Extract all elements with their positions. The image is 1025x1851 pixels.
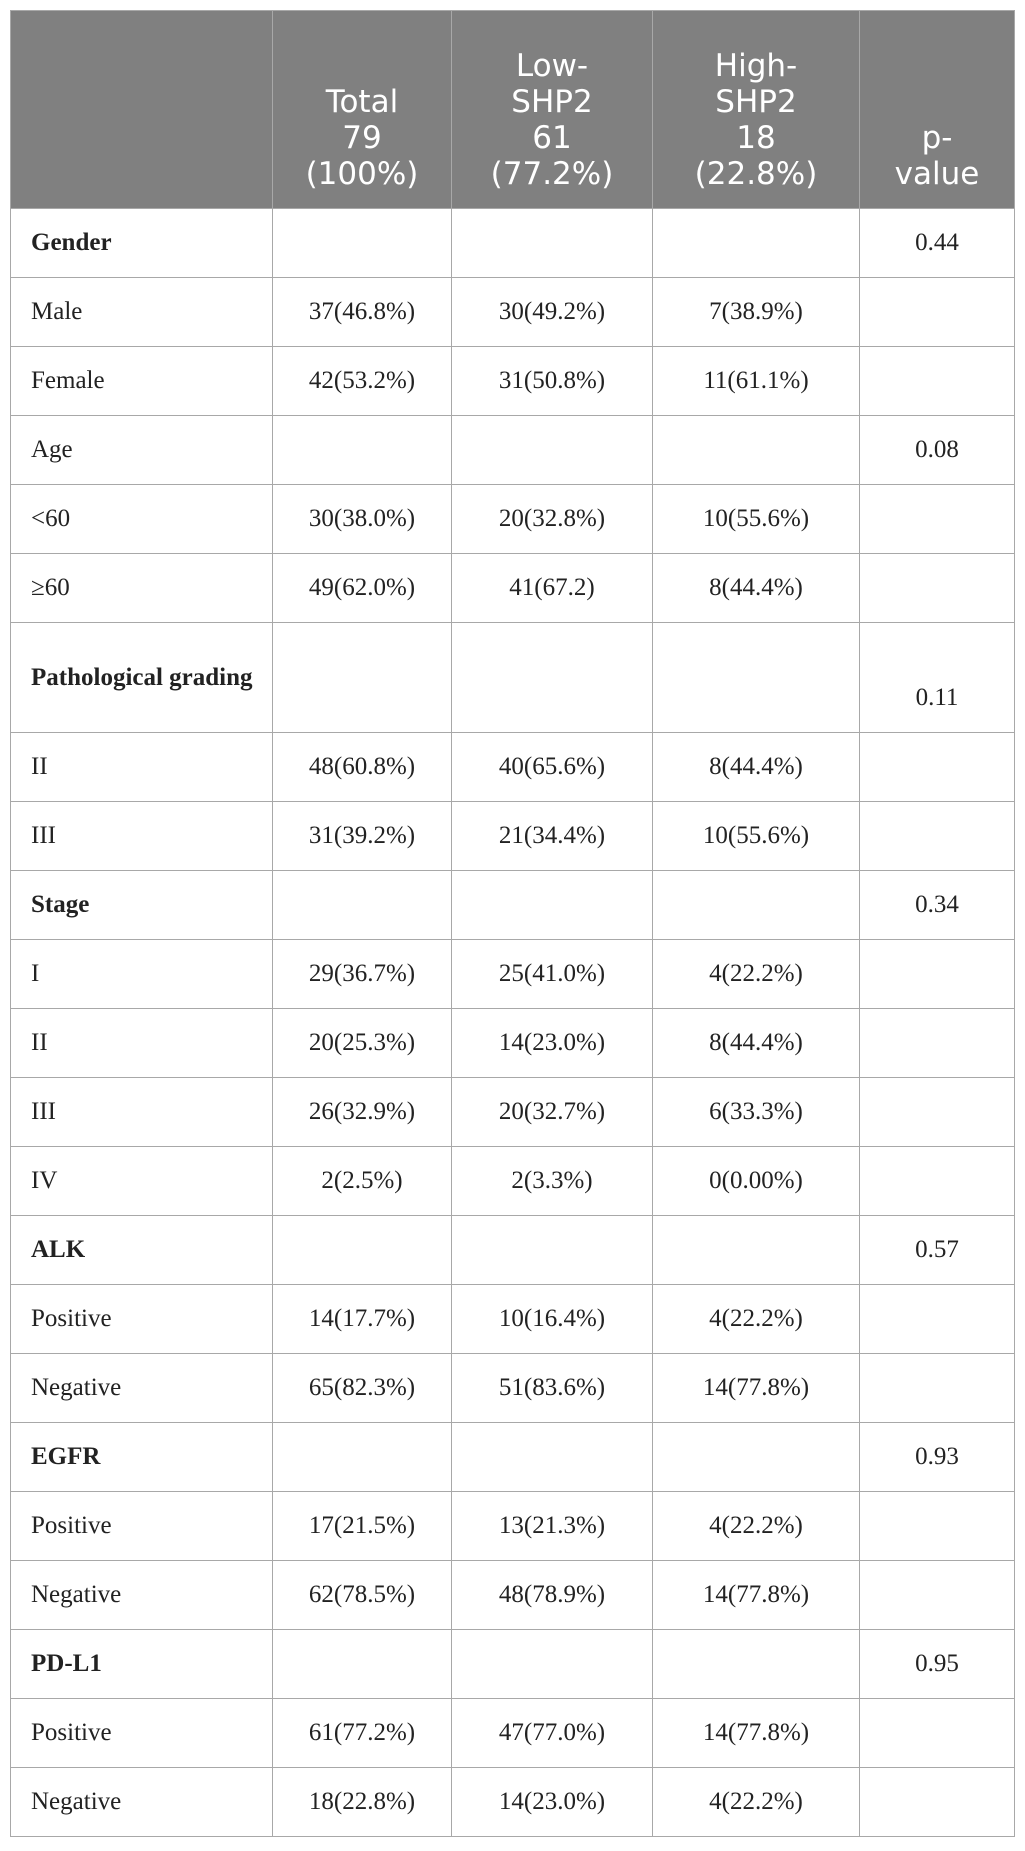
total-cell: 18(22.8%) bbox=[273, 1768, 452, 1837]
p-value-cell bbox=[860, 1492, 1015, 1561]
header-high-shp2-line: High- bbox=[714, 48, 798, 84]
row-label: I bbox=[11, 940, 273, 1009]
header-total-line: 79 bbox=[342, 120, 382, 156]
high-shp2-cell: 8(44.4%) bbox=[653, 1009, 860, 1078]
header-high-shp2-line: 18 bbox=[736, 120, 776, 156]
low-shp2-cell: 48(78.9%) bbox=[452, 1561, 653, 1630]
total-cell: 14(17.7%) bbox=[273, 1285, 452, 1354]
table-row bbox=[11, 1147, 1015, 1216]
table-body bbox=[11, 209, 1015, 1837]
table-row bbox=[11, 802, 1015, 871]
total-cell bbox=[273, 209, 452, 278]
high-shp2-cell: 10(55.6%) bbox=[653, 802, 860, 871]
p-value-cell bbox=[860, 1354, 1015, 1423]
total-cell: 62(78.5%) bbox=[273, 1561, 452, 1630]
total-cell bbox=[273, 871, 452, 940]
table-row bbox=[11, 1423, 1015, 1492]
p-value-cell bbox=[860, 1078, 1015, 1147]
p-value-cell bbox=[860, 278, 1015, 347]
row-label: III bbox=[11, 1078, 273, 1147]
low-shp2-cell: 13(21.3%) bbox=[452, 1492, 653, 1561]
p-value-cell: 0.93 bbox=[860, 1423, 1015, 1492]
high-shp2-cell: 6(33.3%) bbox=[653, 1078, 860, 1147]
row-label: Positive bbox=[11, 1285, 273, 1354]
table-row bbox=[11, 209, 1015, 278]
row-label: Gender bbox=[11, 209, 273, 278]
total-cell: 20(25.3%) bbox=[273, 1009, 452, 1078]
p-value-cell bbox=[860, 733, 1015, 802]
table-row bbox=[11, 1216, 1015, 1285]
row-label: PD-L1 bbox=[11, 1630, 273, 1699]
low-shp2-cell: 14(23.0%) bbox=[452, 1009, 653, 1078]
table-row bbox=[11, 1354, 1015, 1423]
low-shp2-cell: 21(34.4%) bbox=[452, 802, 653, 871]
high-shp2-cell: 4(22.2%) bbox=[653, 940, 860, 1009]
table-row bbox=[11, 1768, 1015, 1837]
p-value-cell: 0.34 bbox=[860, 871, 1015, 940]
high-shp2-cell: 14(77.8%) bbox=[653, 1354, 860, 1423]
total-cell: 65(82.3%) bbox=[273, 1354, 452, 1423]
row-label: Negative bbox=[11, 1354, 273, 1423]
row-label: Negative bbox=[11, 1768, 273, 1837]
low-shp2-cell: 51(83.6%) bbox=[452, 1354, 653, 1423]
total-cell: 61(77.2%) bbox=[273, 1699, 452, 1768]
low-shp2-cell bbox=[452, 1216, 653, 1285]
low-shp2-cell: 47(77.0%) bbox=[452, 1699, 653, 1768]
header-total bbox=[273, 11, 452, 209]
header-p-value-line: p- bbox=[921, 120, 953, 156]
high-shp2-cell: 14(77.8%) bbox=[653, 1699, 860, 1768]
table-row bbox=[11, 940, 1015, 1009]
low-shp2-cell bbox=[452, 209, 653, 278]
table-row bbox=[11, 278, 1015, 347]
p-value-cell bbox=[860, 347, 1015, 416]
table-row bbox=[11, 871, 1015, 940]
p-value-cell: 0.95 bbox=[860, 1630, 1015, 1699]
high-shp2-cell bbox=[653, 1423, 860, 1492]
row-label: Positive bbox=[11, 1492, 273, 1561]
total-cell: 17(21.5%) bbox=[273, 1492, 452, 1561]
header-low-shp2 bbox=[452, 11, 653, 209]
table-row bbox=[11, 1630, 1015, 1699]
total-cell: 42(53.2%) bbox=[273, 347, 452, 416]
header-total-line: (100%) bbox=[305, 156, 419, 192]
low-shp2-cell: 10(16.4%) bbox=[452, 1285, 653, 1354]
p-value-cell: 0.11 bbox=[860, 623, 1015, 733]
row-label: Age bbox=[11, 416, 273, 485]
high-shp2-cell: 11(61.1%) bbox=[653, 347, 860, 416]
row-label: ≥60 bbox=[11, 554, 273, 623]
p-value-cell bbox=[860, 1285, 1015, 1354]
high-shp2-cell: 8(44.4%) bbox=[653, 554, 860, 623]
table-row bbox=[11, 623, 1015, 733]
high-shp2-cell bbox=[653, 416, 860, 485]
table-row bbox=[11, 733, 1015, 802]
header-low-shp2-line: Low- bbox=[515, 48, 589, 84]
header-low-shp2-line: (77.2%) bbox=[490, 156, 614, 192]
total-cell bbox=[273, 1630, 452, 1699]
high-shp2-cell: 10(55.6%) bbox=[653, 485, 860, 554]
total-cell: 37(46.8%) bbox=[273, 278, 452, 347]
total-cell: 31(39.2%) bbox=[273, 802, 452, 871]
high-shp2-cell: 14(77.8%) bbox=[653, 1561, 860, 1630]
p-value-cell bbox=[860, 940, 1015, 1009]
table-row bbox=[11, 416, 1015, 485]
row-label: Pathological grading bbox=[11, 623, 273, 733]
high-shp2-cell bbox=[653, 1630, 860, 1699]
total-cell: 48(60.8%) bbox=[273, 733, 452, 802]
high-shp2-cell: 4(22.2%) bbox=[653, 1768, 860, 1837]
total-cell bbox=[273, 1216, 452, 1285]
header-high-shp2-line: SHP2 bbox=[715, 84, 797, 120]
high-shp2-cell: 4(22.2%) bbox=[653, 1492, 860, 1561]
low-shp2-cell: 41(67.2) bbox=[452, 554, 653, 623]
high-shp2-cell bbox=[653, 1216, 860, 1285]
table-row bbox=[11, 1009, 1015, 1078]
low-shp2-cell: 40(65.6%) bbox=[452, 733, 653, 802]
row-label: <60 bbox=[11, 485, 273, 554]
high-shp2-cell bbox=[653, 209, 860, 278]
p-value-cell bbox=[860, 1009, 1015, 1078]
p-value-cell bbox=[860, 485, 1015, 554]
row-label: ALK bbox=[11, 1216, 273, 1285]
table-row bbox=[11, 485, 1015, 554]
row-label: IV bbox=[11, 1147, 273, 1216]
low-shp2-cell bbox=[452, 1630, 653, 1699]
row-label: EGFR bbox=[11, 1423, 273, 1492]
table-row bbox=[11, 1492, 1015, 1561]
row-label: Positive bbox=[11, 1699, 273, 1768]
total-cell: 30(38.0%) bbox=[273, 485, 452, 554]
total-cell: 49(62.0%) bbox=[273, 554, 452, 623]
low-shp2-cell: 20(32.8%) bbox=[452, 485, 653, 554]
low-shp2-cell: 31(50.8%) bbox=[452, 347, 653, 416]
total-cell: 2(2.5%) bbox=[273, 1147, 452, 1216]
low-shp2-cell: 30(49.2%) bbox=[452, 278, 653, 347]
high-shp2-cell bbox=[653, 871, 860, 940]
total-cell bbox=[273, 416, 452, 485]
p-value-cell bbox=[860, 1699, 1015, 1768]
table-row bbox=[11, 1699, 1015, 1768]
p-value-cell: 0.08 bbox=[860, 416, 1015, 485]
high-shp2-cell: 7(38.9%) bbox=[653, 278, 860, 347]
total-cell: 29(36.7%) bbox=[273, 940, 452, 1009]
low-shp2-cell: 20(32.7%) bbox=[452, 1078, 653, 1147]
p-value-cell bbox=[860, 1147, 1015, 1216]
row-label: II bbox=[11, 733, 273, 802]
row-label: Negative bbox=[11, 1561, 273, 1630]
p-value-cell bbox=[860, 554, 1015, 623]
table-row bbox=[11, 1285, 1015, 1354]
data-table bbox=[10, 10, 1015, 1837]
low-shp2-cell: 25(41.0%) bbox=[452, 940, 653, 1009]
row-label: Female bbox=[11, 347, 273, 416]
header-low-shp2-line: SHP2 bbox=[511, 84, 593, 120]
header-high-shp2-line: (22.8%) bbox=[694, 156, 818, 192]
row-label: III bbox=[11, 802, 273, 871]
header-total-line: Total bbox=[325, 84, 399, 120]
p-value-cell bbox=[860, 1561, 1015, 1630]
low-shp2-cell bbox=[452, 1423, 653, 1492]
header-p-value-line: value bbox=[894, 156, 980, 192]
total-cell: 26(32.9%) bbox=[273, 1078, 452, 1147]
table-row bbox=[11, 1561, 1015, 1630]
row-label: Stage bbox=[11, 871, 273, 940]
high-shp2-cell bbox=[653, 623, 860, 733]
table-header bbox=[11, 11, 1015, 209]
high-shp2-cell: 0(0.00%) bbox=[653, 1147, 860, 1216]
total-cell bbox=[273, 1423, 452, 1492]
p-value-cell bbox=[860, 1768, 1015, 1837]
table-row bbox=[11, 1078, 1015, 1147]
high-shp2-cell: 8(44.4%) bbox=[653, 733, 860, 802]
header-high-shp2 bbox=[653, 11, 860, 209]
low-shp2-cell: 2(3.3%) bbox=[452, 1147, 653, 1216]
p-value-cell bbox=[860, 802, 1015, 871]
table-row bbox=[11, 554, 1015, 623]
p-value-cell: 0.57 bbox=[860, 1216, 1015, 1285]
total-cell bbox=[273, 623, 452, 733]
high-shp2-cell: 4(22.2%) bbox=[653, 1285, 860, 1354]
low-shp2-cell bbox=[452, 871, 653, 940]
row-label: Male bbox=[11, 278, 273, 347]
table-row bbox=[11, 347, 1015, 416]
low-shp2-cell: 14(23.0%) bbox=[452, 1768, 653, 1837]
low-shp2-cell bbox=[452, 416, 653, 485]
row-label: II bbox=[11, 1009, 273, 1078]
header-blank bbox=[11, 11, 273, 209]
low-shp2-cell bbox=[452, 623, 653, 733]
header-row bbox=[11, 11, 1015, 209]
header-low-shp2-line: 61 bbox=[532, 120, 572, 156]
header-p-value bbox=[860, 11, 1015, 209]
p-value-cell: 0.44 bbox=[860, 209, 1015, 278]
